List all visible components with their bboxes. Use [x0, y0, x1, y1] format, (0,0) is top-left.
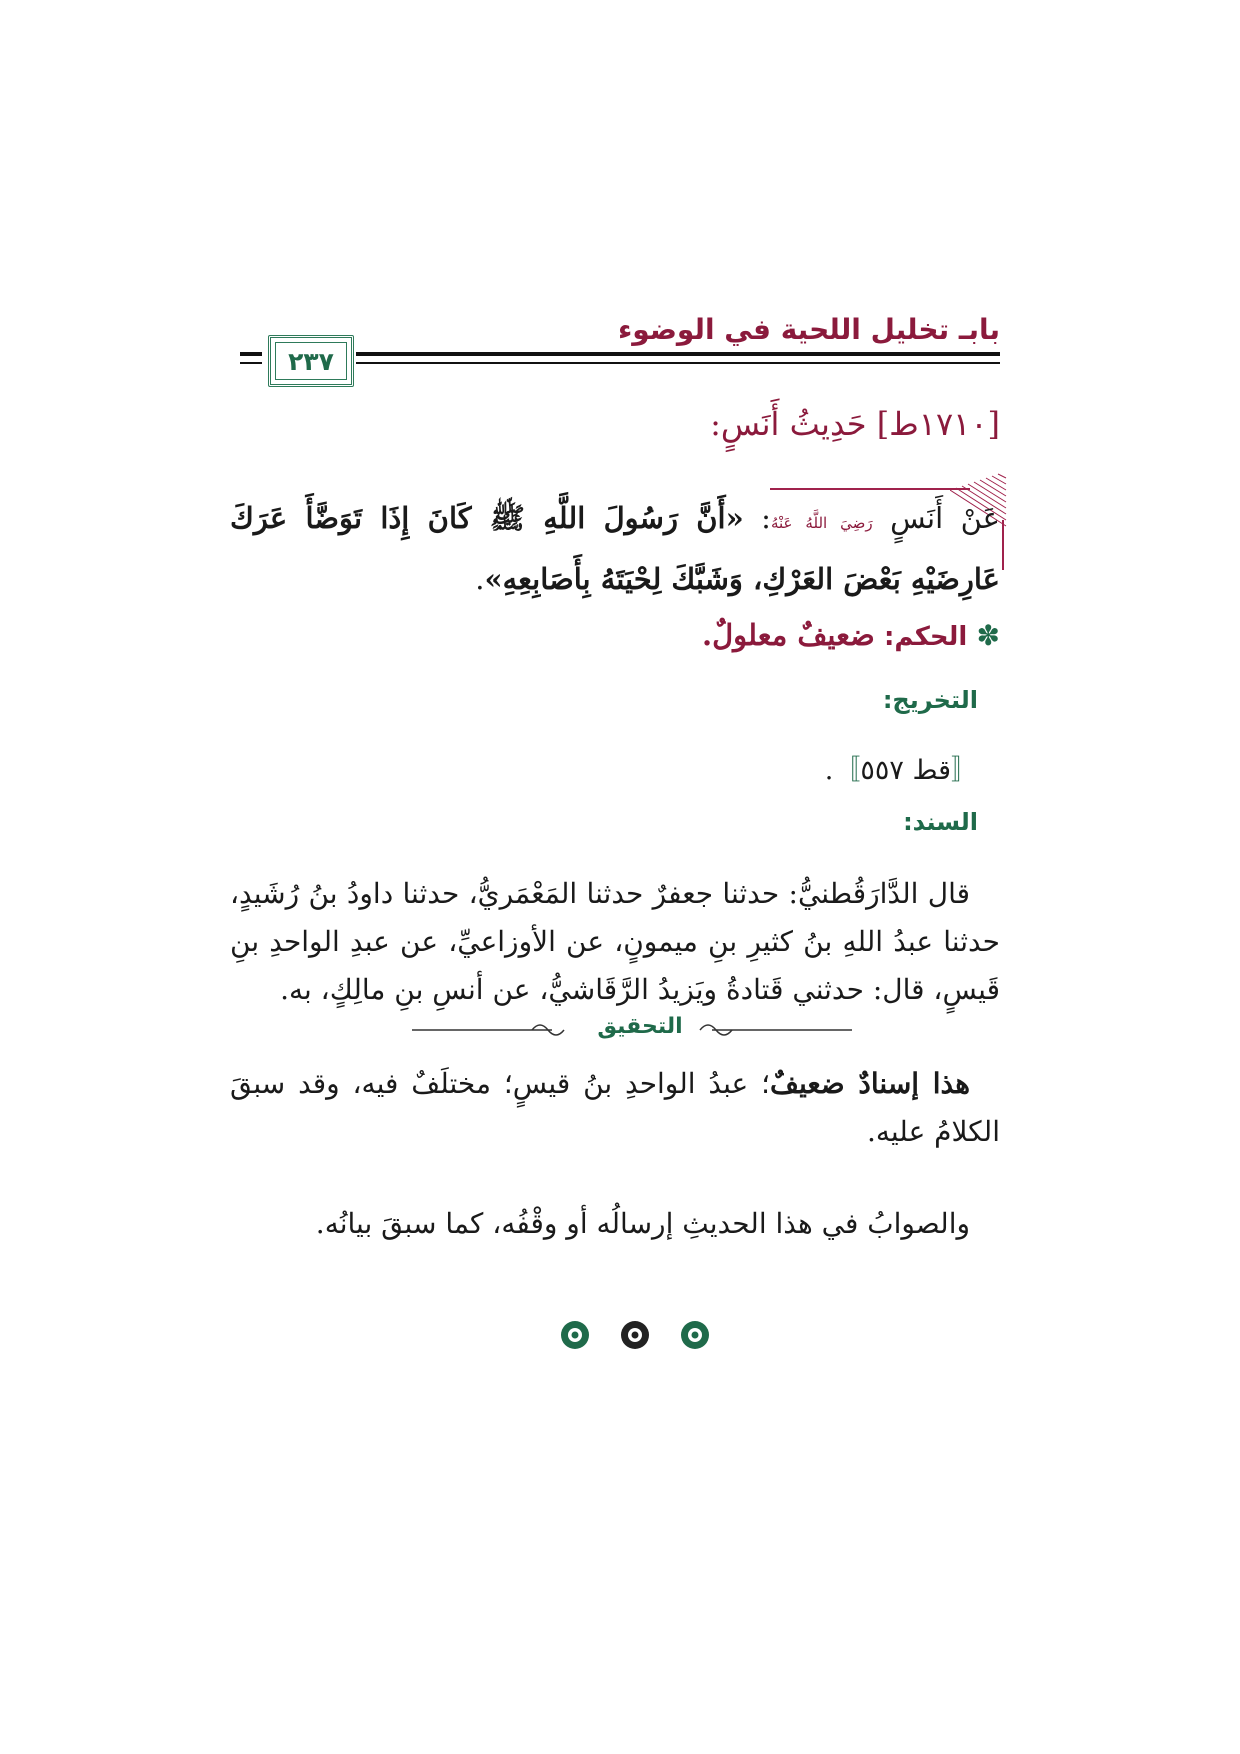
page-number-box — [268, 335, 354, 387]
takhrij-ref-text: قط ٥٥٧ — [860, 755, 951, 786]
hadith-end: . — [475, 562, 485, 596]
hadith-matn: «أَنَّ رَسُولَ اللَّهِ ﷺ كَانَ إِذَا تَوَضَّأَ عَرَكَ عَارِضَيْهِ بَعْضَ العَرْكِ، وَشَبَّكَ لِحْيَتَهُ بِأَصَابِعِهِ» — [230, 501, 1000, 596]
hadith-number: [١٧١٠ط] — [876, 405, 1000, 443]
header-rule-left-thick — [240, 352, 262, 356]
tahqiq-para-1-text: ؛ عبدُ الواحدِ بنُ قيسٍ؛ مختلَفٌ فيه، وقد سبقَ الكلامُ عليه. — [230, 1067, 1000, 1148]
ornament-vline — [1002, 520, 1004, 570]
tahqiq-para-2: والصوابُ في هذا الحديثِ إرسالُه أو وقْفُه، كما سبقَ بيانُه. — [315, 1207, 970, 1240]
hadith-heading — [710, 405, 1000, 443]
takhrij-end: . — [824, 755, 834, 786]
tahqiq-para-1 — [230, 1060, 1000, 1156]
ruling — [702, 618, 1000, 652]
header-rule-right-thin — [356, 362, 1000, 364]
takhrij-reference — [825, 748, 978, 787]
isnad-text: قال الدَّارَقُطنيُّ: حدثنا جعفرٌ حدثنا المَعْمَريُّ، حدثنا داودُ بنُ رُشَيدٍ، حدثنا عبدُ اللهِ بنُ كثيرِ بنِ ميمونٍ، عن الأوزاعيِّ، عن عبدِ الواحدِ بنِ قَيسٍ، قال: حدثني قَتادةُ ويَزيدُ الرَّقَاشيُّ، عن أنسِ بنِ مالِكٍ، به. — [230, 877, 1000, 1006]
isnad-label: السند: — [903, 808, 978, 836]
end-ornament-icon — [550, 1315, 720, 1355]
chapter-title: بابـ تخليل اللحية في الوضوء — [617, 313, 1000, 346]
hadith-text: عَنْ أَنَسٍ رَضِيَ اللَّهُ عَنْهُ: «أَنَّ رَسُولَ اللَّهِ ﷺ كَانَ إِذَا تَوَضَّأَ عَرَكَ عَارِضَيْهِ بَعْضَ العَرْكِ، وَشَبَّكَ لِحْيَتَهُ بِأَصَابِعِهِ». — [230, 501, 1000, 596]
bracket-close: 〛 — [833, 755, 861, 786]
narrator-intro: عَنْ أَنَسٍ — [890, 501, 1000, 535]
tahqiq-lead: هذا إسنادٌ ضعيفٌ — [769, 1067, 970, 1100]
ruling-label: الحكم: — [883, 622, 968, 652]
header-rule-left-thin — [240, 362, 262, 364]
flower-icon: ✽ — [976, 619, 1000, 652]
takhrij-label: التخريج: — [882, 686, 978, 714]
tahqiq-label: التحقيق — [597, 1014, 683, 1039]
header-rule-right-thick — [356, 352, 1000, 356]
bracket-open: 〚 — [951, 755, 978, 786]
narrator-honor: رَضِيَ اللَّهُ عَنْهُ — [770, 514, 873, 532]
ruling-value: ضعيفٌ معلولٌ. — [702, 618, 875, 652]
hadith-title: حَدِيثُ أَنَسٍ: — [710, 405, 867, 443]
page-number: ٢٣٧ — [288, 346, 334, 376]
